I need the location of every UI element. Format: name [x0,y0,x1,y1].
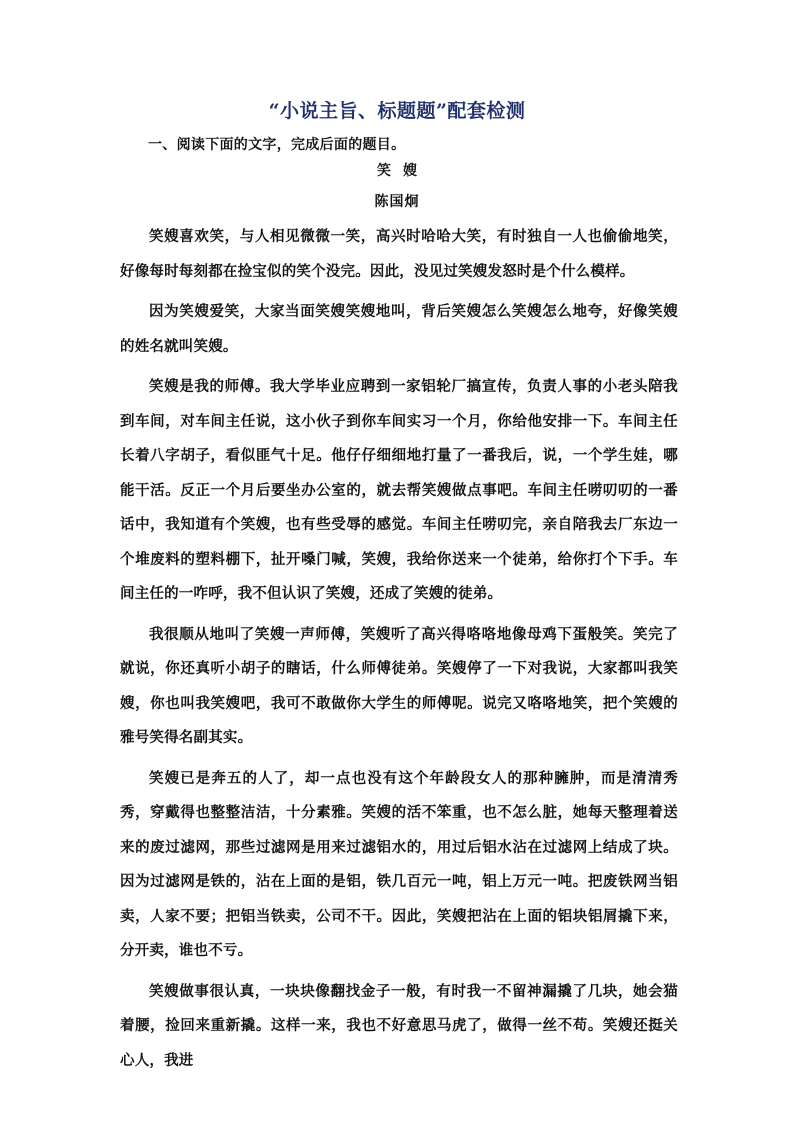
paragraph: 因为笑嫂爱笑，大家当面笑嫂笑嫂地叫，背后笑嫂怎么笑嫂怎么地夸，好像笑嫂的姓名就叫笑嫂。 [120,303,678,355]
story-body [120,220,678,1084]
paragraph: 笑嫂做事很认真，一块块像翻找金子一般，有时我一不留神漏撬了几块，她会猫着腰，捡回来重新撬。这样一来，我也不好意思马虎了，做得一丝不苟。笑嫂还挺关心人，我进 [120,982,678,1069]
page-title: “小说主旨、标题题”配套检测 [268,100,526,122]
paragraph: 我很顺从地叫了笑嫂一声师傅，笑嫂听了高兴得咯咯地像母鸡下蛋般笑。笑完了就说，你还真听小胡子的瞎话，什么师傅徒弟。笑嫂停了一下对我说，大家都叫我笑嫂，你也叫我笑嫂吧，我可不敢做你大学生的师傅呢。说完又咯咯地笑，把个笑嫂的雅号笑得名副其实。 [120,625,678,746]
story-title: 笑嫂 [377,163,429,179]
paragraph: 笑嫂是我的师傅。我大学毕业应聘到一家铝轮厂搞宣传，负责人事的小老头陪我到车间，对车间主任说，这小伙子到你车间实习一个月，你给他安排一下。车间主任长着八字胡子，看似匪气十足。他仔仔细细地打量了一番我后，说，一个学生娃，哪能干活。反正一个月后要坐办公室的，就去帮笑嫂做点事吧。车间主任唠叨叨的一番话中，我知道有个笑嫂，也有些受辱的感觉。车间主任唠叨完，亲自陪我去厂东边一个堆废料的塑料棚下，扯开嗓门喊，笑嫂，我给你送来一个徒弟，给你打个下手。车间主任的一咋呼，我不但认识了笑嫂，还成了笑嫂的徒弟。 [120,378,678,602]
paragraph: 笑嫂喜欢笑，与人相见微微一笑，高兴时哈哈大笑，有时独自一人也偷偷地笑，好像每时每刻都在捡宝似的笑个没完。因此，没见过笑嫂发怒时是个什么模样。 [120,228,678,280]
story-author: 陈国炯 [374,194,420,210]
section-heading: 一、阅读下面的文字，完成后面的题目。 [148,137,406,153]
paragraph: 笑嫂已是奔五的人了，却一点也没有这个年龄段女人的那种臃肿，而是清清秀秀，穿戴得也整整洁洁，十分素雅。笑嫂的活不笨重，也不怎么脏，她每天整理着送来的废过滤网，那些过滤网是用来过滤铝水的，用过后铝水沾在过滤网上结成了块。因为过滤网是铁的，沾在上面的是铝，铁几百元一吨，铝上万元一吨。把废铁网当铝卖，人家不要；把铝当铁卖，公司不干。因此，笑嫂把沾在上面的铝块铝屑撬下来，分开卖，谁也不亏。 [120,769,678,959]
